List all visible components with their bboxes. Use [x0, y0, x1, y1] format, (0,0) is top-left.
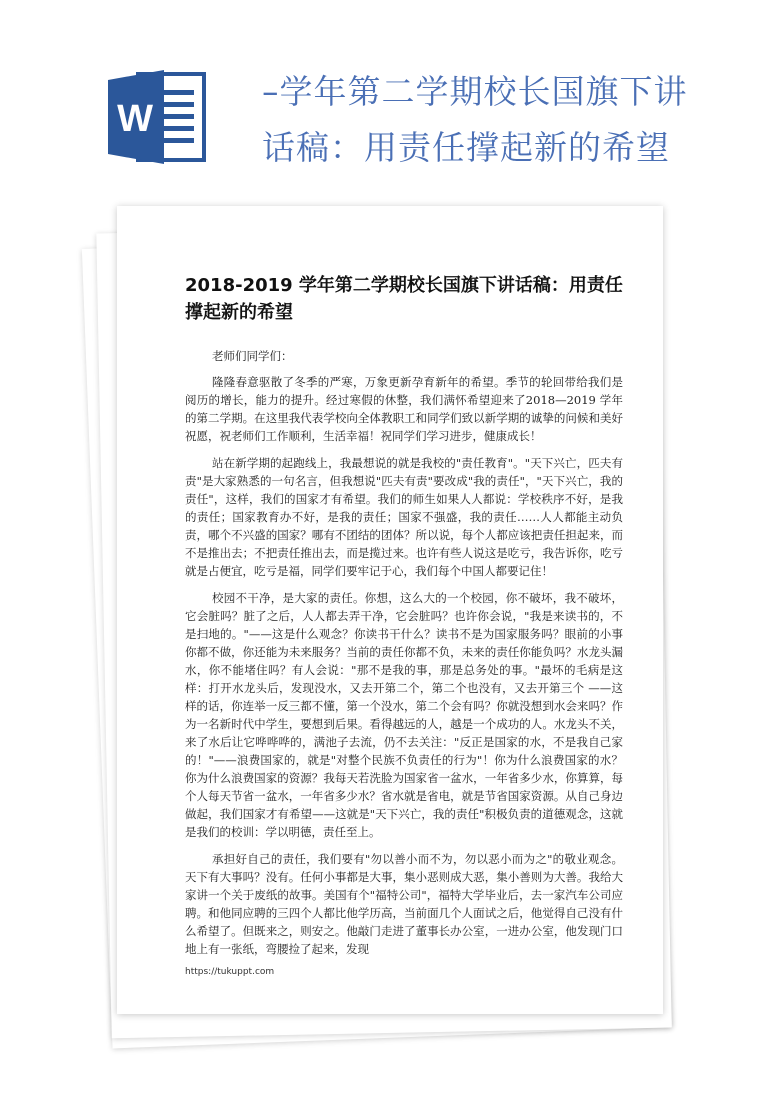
- word-icon: [108, 68, 208, 166]
- document-title: 2018-2019 学年第二学期校长国旗下讲话稿：用责任撑起新的希望: [185, 275, 623, 323]
- svg-text:W: W: [117, 98, 153, 140]
- greeting: 老师们同学们：: [212, 349, 293, 363]
- paragraph: 站在新学期的起跑线上，我最想说的就是我校的"责任教育"。"天下兴亡，匹夫有责"是大家熟悉的一句名言，但我想说"匹夫有责"要改成"我的责任"，"天下兴亡，我的责任"，这样，我们的国家才有希望。我们的师生如果人人都说：学校秩序不好，是我的责任；国家教育办不好，是我的责任；国家不强盛，我的责任……人人都能主动负责，哪个不兴盛的国家？哪有不团结的团体？所以说，每个人都应该把责任担起来，而不是推出去；不把责任推出去，而是揽过来。也许有些人说这是吃亏，我告诉你，吃亏就是占便宜，吃亏是福，同学们要牢记于心，我们每个中国人都要记住！: [185, 456, 623, 578]
- paragraph: 承担好自己的责任，我们要有"勿以善小而不为，勿以恶小而为之"的敬业观念。天下有大事吗？没有。任何小事都是大事，集小恶则成大恶，集小善则为大善。我给大家讲一个关于废纸的故事。美国有个"福特公司"，福特大学毕业后，去一家汽车公司应聘。和他同应聘的三四个人都比他学历高，当前面几个人面试之后，他觉得自己没有什么希望了。但既来之，则安之。他敲门走进了董事长办公室，一进办公室，他发现门口地上有一张纸，弯腰捡了起来，发现: [185, 852, 623, 956]
- paragraph: 校园不干净，是大家的责任。你想，这么大的一个校园，你不破坏，我不破坏，它会脏吗？脏了之后，人人都去弄干净，它会脏吗？也许你会说，"我是来读书的，不是扫地的。"——这是什么观念？你读书干什么？读书不是为国家服务吗？眼前的小事你都不做，你还能为未来服务？当前的责任你都不负，未来的责任你能负吗？水龙头漏水，你不能堵住吗？有人会说："那不是我的事，那是总务处的事。"最坏的毛病是这样：打开水龙头后，发现没水，又去开第二个，第二个也没有，又去开第三个 ——这样的话，你连举一反三都不懂，第一个没水，第二个会有吗？你就没想到水会来吗？作为一名新时代中学生，要想到后果。看得越远的人，越是一个成功的人。水龙头不关，来了水后让它哗哗哗的，满池子去流，仍不去关注："反正是国家的水，不是我自己家的！"——浪费国家的，就是"对整个民族不负责任的行为"！你为什么浪费国家的水？你为什么浪费国家的资源？我每天若洗脸为国家省一盆水，一年省多少水，你算算，每个人每天节省一盆水，一年省多少水？省水就是省电，就是节省国家资源。从自己身边做起，我们国家才有希望——这就是"天下兴亡，我的责任"积极负责的道德观念，这就是我们的校训：学以明德，责任至上。: [185, 591, 623, 839]
- document-body: [185, 373, 623, 967]
- header-title-line2: 话稿：用责任撑起新的希望: [262, 128, 670, 167]
- footer-url: https://tukuppt.com: [185, 967, 275, 977]
- document-page: [117, 206, 663, 1014]
- header-title: [262, 64, 762, 176]
- header-title-line1: –学年第二学期校长国旗下讲: [262, 72, 688, 111]
- page-header: [0, 0, 780, 200]
- paragraph: 隆隆春意驱散了冬季的严寒，万象更新孕育新年的希望。季节的轮回带给我们是阅历的增长，能力的提升。经过寒假的休整，我们满怀希望迎来了2018—2019 学年的第二学期。在这里我代表学校向全体教职工和同学们致以新学期的诚挚的问候和美好祝愿，祝老师们工作顺利，生活幸福！祝同学们学习进步，健康成长！: [185, 375, 623, 443]
